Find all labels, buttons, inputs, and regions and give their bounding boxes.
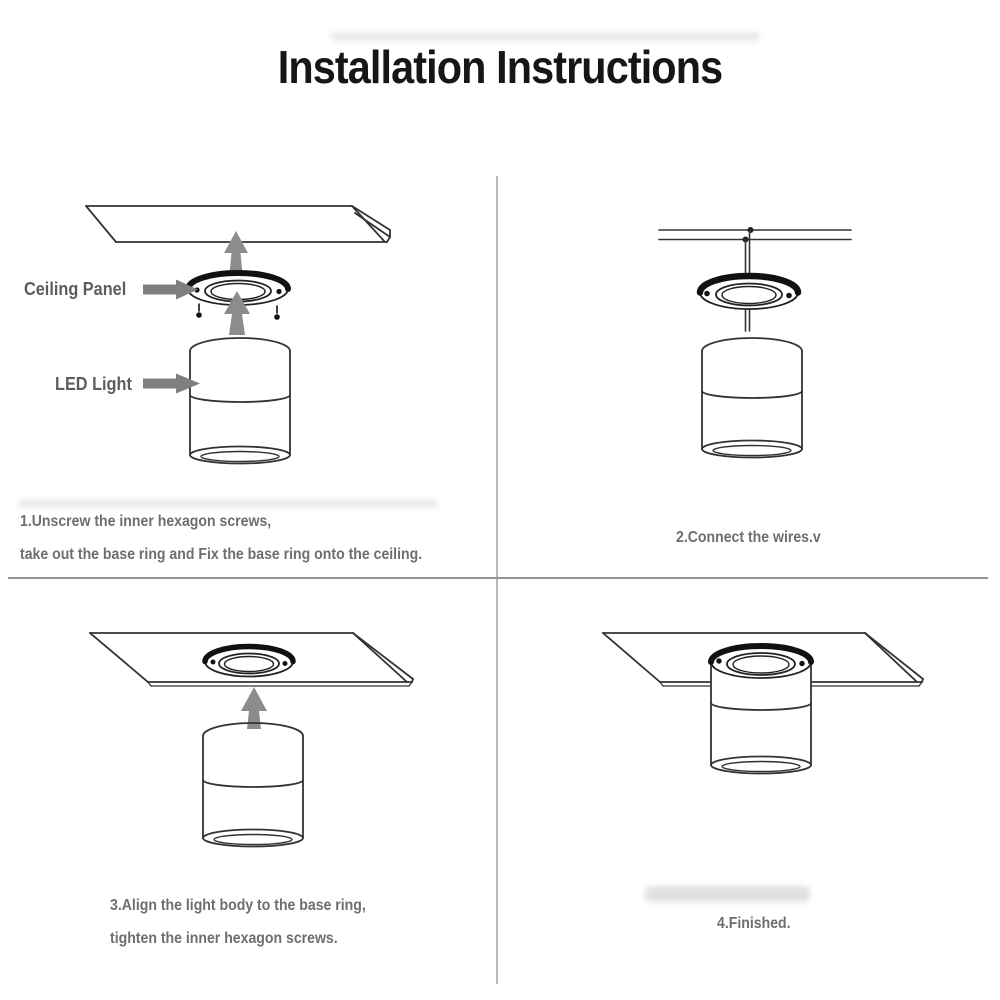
step-3-line-1: 3.Align the light body to the base ring,	[110, 897, 366, 914]
screw-hole-icon	[786, 293, 792, 299]
page-title: Installation Instructions	[277, 41, 723, 93]
step-1-line-1: 1.Unscrew the inner hexagon screws,	[20, 513, 272, 530]
step-2-caption	[676, 528, 841, 561]
step2-diagram	[659, 227, 851, 458]
step-4-line-1: 4.Finished.	[717, 915, 791, 932]
screw-hole-icon	[716, 658, 721, 663]
screw-hole-icon	[211, 660, 216, 665]
step-1-caption	[20, 512, 477, 578]
base-ring-drawing	[711, 646, 811, 678]
step1-diagram	[86, 206, 390, 464]
led-light-drawing	[702, 338, 802, 457]
up-arrow-icon	[224, 231, 248, 274]
led-light-drawing	[190, 338, 290, 463]
step-4-caption	[717, 914, 801, 947]
step-3-caption	[110, 896, 401, 962]
wire-joint-icon	[748, 227, 754, 233]
screw-hole-icon	[704, 291, 710, 297]
ceiling-panel-label: Ceiling Panel	[24, 278, 127, 299]
step-3-line-2: tighten the inner hexagon screws.	[110, 930, 338, 947]
led-light-drawing	[203, 723, 303, 847]
step4-diagram	[603, 633, 923, 774]
screw-hole-icon	[283, 661, 288, 666]
base-ring-drawing	[205, 647, 293, 677]
step-1-line-2: take out the base ring and Fix the base ring onto the ceiling.	[20, 546, 423, 563]
screw-hole-icon	[276, 289, 281, 294]
led-light-pointer-arrow-icon	[143, 374, 200, 394]
base-ring-drawing	[700, 276, 798, 309]
step3-diagram	[90, 633, 413, 847]
screw-hole-icon	[799, 661, 804, 666]
step-2-line-1: 2.Connect the wires.v	[676, 529, 821, 546]
led-light-label: LED Light	[55, 373, 132, 394]
